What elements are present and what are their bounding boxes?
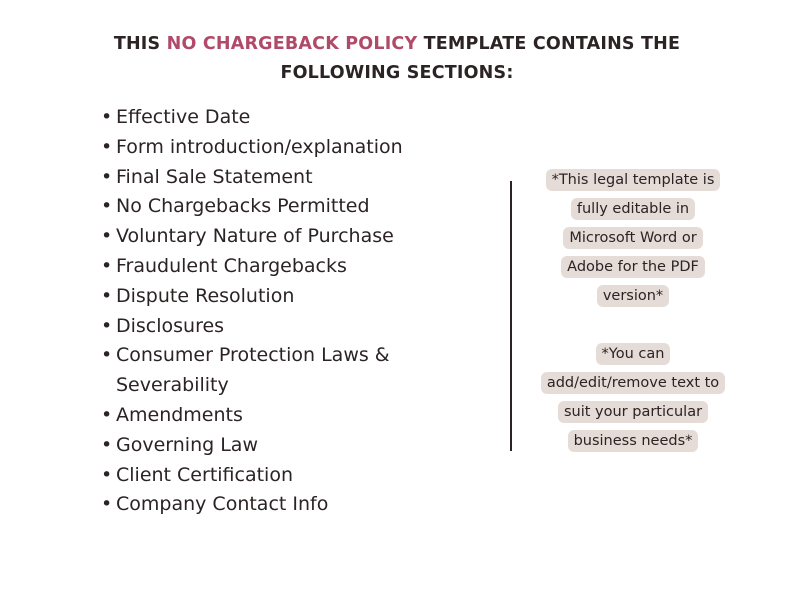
section-item: • No Chargebacks Permitted [100, 192, 403, 222]
vertical-divider [510, 181, 512, 451]
note-line: fully editable in [571, 198, 695, 220]
note-line: Adobe for the PDF [561, 256, 705, 278]
section-item: • Fraudulent Chargebacks [100, 252, 403, 282]
note-line: add/edit/remove text to [541, 372, 725, 394]
section-item: • Final Sale Statement [100, 163, 403, 193]
section-item: • Governing Law [100, 431, 403, 461]
note-line: Microsoft Word or [563, 227, 702, 249]
editable-note [520, 166, 746, 456]
section-item: • Form introduction/explanation [100, 133, 403, 163]
section-item: • Disclosures [100, 312, 403, 342]
section-item [100, 341, 403, 401]
note-line: version* [597, 285, 669, 307]
section-item: • Effective Date [100, 103, 403, 133]
heading-line-2: FOLLOWING SECTIONS: [280, 63, 514, 83]
note-line: *You can [596, 343, 671, 365]
section-item: • Client Certification [100, 461, 403, 491]
note-line: business needs* [568, 430, 699, 452]
sections-list [100, 103, 403, 520]
note-line: *This legal template is [546, 169, 721, 191]
section-item-line: Consumer Protection Laws & [116, 344, 390, 367]
heading-highlight: NO CHARGEBACK POLICY [166, 34, 418, 54]
page-heading [0, 30, 794, 88]
section-item: • Amendments [100, 401, 403, 431]
section-item: • Company Contact Info [100, 490, 403, 520]
section-item: • Dispute Resolution [100, 282, 403, 312]
note-spacer [520, 311, 746, 340]
section-item-line: Severability [116, 374, 229, 397]
heading-prefix: THIS [113, 34, 167, 54]
section-item: • Voluntary Nature of Purchase [100, 222, 403, 252]
heading-suffix: TEMPLATE CONTAINS THE [417, 34, 681, 54]
note-line: suit your particular [558, 401, 708, 423]
